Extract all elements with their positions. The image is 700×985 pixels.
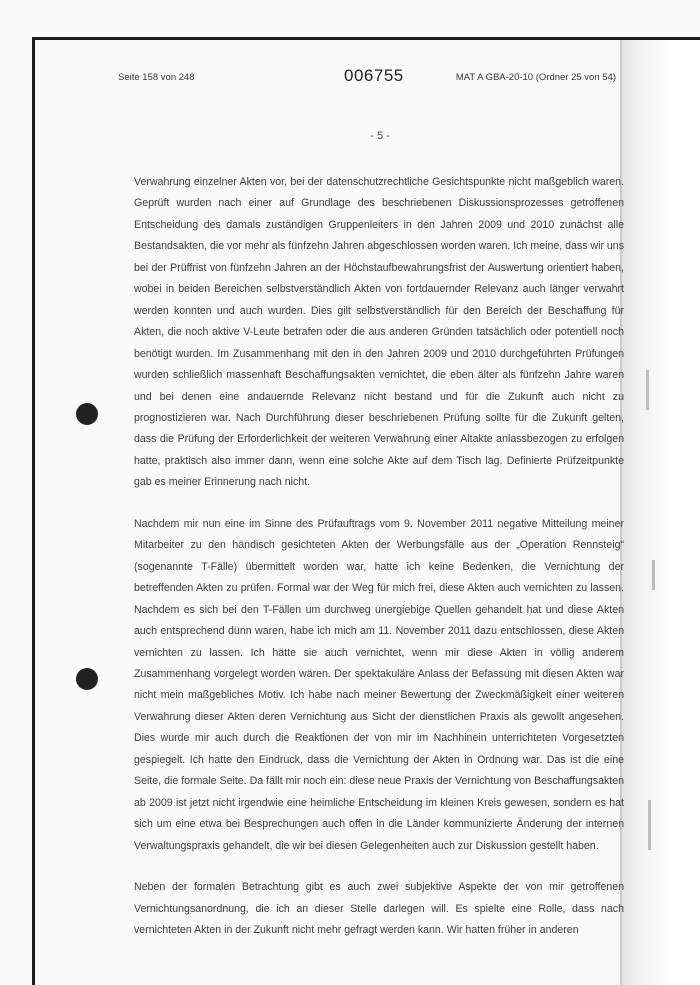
paragraph: Neben der formalen Betrachtung gibt es auch zwei subjektive Aspekte der von mir getroffenen Vernichtungsanordnung, die ich an dieser Stelle darlegen will. Es spielte eine Rolle, dass nach vernichteten Akten in der Zukunft nicht mehr gefragt werden kann. Wir hatten früher in anderen	[134, 881, 624, 936]
header-document-number: 006755	[344, 66, 404, 85]
punch-hole	[76, 403, 98, 425]
paragraph: Verwahrung einzelner Akten vor, bei der datenschutzrechtliche Gesichtspunkte nicht maßgeblich waren. Geprüft wurden nach einer auf Grundlage des beschriebenen Diskussionsprozesses getroffenen Entscheidung des damals zuständigen Gruppenleiters in den Jahren 2009 und 2010 zunächst alle Bestandsakten, die vor mehr als fünfzehn Jahren abgeschlossen worden waren. Ich meine, dass wir uns bei der Prüffrist von fünfzehn Jahren an der Höchstaufbewahrungsfrist der Auswertung orientiert haben, wobei in beiden Bereichen selbstverständlich Akten von fortdauernder Relevanz auch länger verwahrt werden konnten und auch wurden. Dies gilt selbstverständlich für den Bereich der Beschaffung für Akten, die noch aktive V-Leute betrafen oder die aus anderen Gründen tatsächlich oder potentiell noch benötigt wurden. Im Zusammenhang mit den in den Jahren 2009 und 2010 durchgeführten Prüfungen wurden schließlich massenhaft Beschaffungsakten vernichtet, die eben älter als fünfzehn Jahre waren und bei denen eine andauernde Relevanz nicht bestand und für die Zukunft auch nicht zu prognostizieren war. Nach Durchführung dieser beschriebenen Prüfung sollte für die Zukunft gelten, dass die Prüfung der Erforderlichkeit der weiteren Verwahrung einer Altakte anlassbezogen zu erfolgen hatte, praktisch also immer dann, wenn eine solche Akte auf dem Tisch lag. Definierte Prüfzeitpunkte gab es meiner Erinnerung nach nicht.	[134, 176, 624, 489]
page-number: - 5 -	[370, 130, 390, 142]
page-edge-margin	[622, 40, 700, 985]
page-header	[118, 66, 616, 86]
scan-artifact	[648, 800, 651, 850]
scan-artifact	[652, 560, 655, 590]
document-body	[134, 172, 624, 941]
punch-hole	[76, 668, 98, 690]
paragraph: Nachdem mir nun eine im Sinne des Prüfauftrags vom 9. November 2011 negative Mitteilung meiner Mitarbeiter zu den händisch gesichteten Akten der Werbungsfälle aus der „Operation Rennsteig“ (sogenannte T-Fälle) übermittelt worden war, hatte ich keine Bedenken, die Vernichtung der betreffenden Akten zu prüfen. Formal war der Weg für mich frei, diese Akten auch vernichten zu lassen. Nachdem es sich bei den T-Fällen um durchweg unergiebige Quellen gehandelt hat und diese Akten auch entsprechend dünn waren, habe ich mich am 11. November 2011 dazu entschlossen, diese Akten vernichten zu lassen. Ich hätte sie auch vernichtet, wenn mir diese Akten in völlig anderem Zusammenhang vorgelegt worden wären. Der spektakuläre Anlass der Befassung mit diesen Akten war nicht mein maßgebliches Motiv. Ich habe nach meiner Bewertung der Zweckmäßigkeit einer weiteren Verwahrung dieser Akten deren Vernichtung aus Sicht der dienstlichen Praxis als gewollt angesehen. Dies wurde mir auch durch die Reaktionen der von mir im Nachhinein unterrichteten Vorgesetzten gespiegelt. Ich hatte den Eindruck, dass die Vernichtung der Akten in Ordnung war. Das ist die eine Seite, die formale Seite. Da fällt mir noch ein: diese neue Praxis der Vernichtung von Beschaffungsakten ab 2009 ist jetzt nicht irgendwie eine heimliche Entscheidung im kleinen Kreis gewesen, sondern es hat sich um eine etwa bei Besprechungen auch offen in die Länder kommunizierte Änderung der internen Verwaltungspraxis gehandelt, die wir bei diesen Gelegenheiten auch zur Diskussion gestellt haben.	[134, 517, 624, 852]
header-page-count: Seite 158 von 248	[118, 72, 195, 83]
left-border-line	[32, 37, 35, 985]
header-file-reference: MAT A GBA-20-10 (Ordner 25 von 54)	[455, 72, 616, 83]
scan-artifact	[646, 370, 649, 410]
top-border-line	[32, 37, 700, 40]
